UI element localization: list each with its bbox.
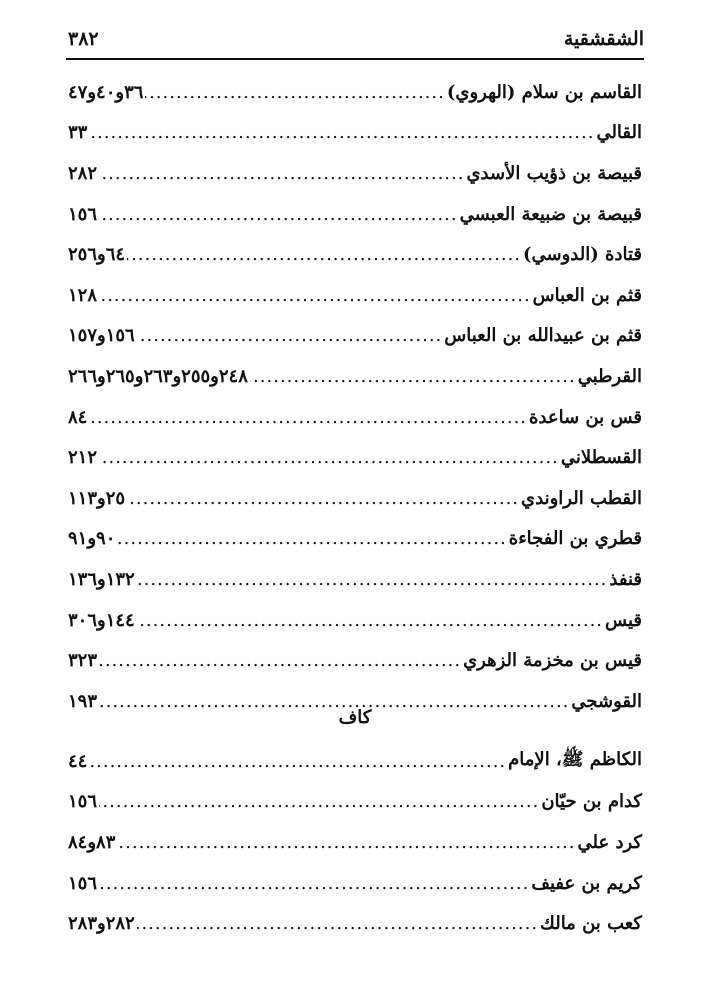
entry-name: القطب الراوندي [521,487,642,509]
dot-leader [99,650,461,671]
dot-leader [99,447,559,468]
entry-name: كدام بن حيّان [541,791,642,813]
dot-leader [89,407,527,428]
index-entry [68,903,642,944]
entry-pages: ٨٣و٨٤ [68,831,116,853]
dot-leader [99,285,531,306]
dot-leader [89,122,594,143]
entry-pages: ١٥٦ [68,203,98,225]
entry-name: قيس [605,609,642,631]
index-list-qaf [68,72,642,722]
index-entry [68,741,642,782]
index-entry [68,519,642,560]
entry-name: كعب بن مالك [540,913,642,935]
entry-pages: ٢٥و١١٣ [68,487,126,509]
entry-pages: ١٣٢و١٣٦ [68,568,135,590]
index-entry [68,153,642,194]
entry-name: قس بن ساعدة [529,406,642,428]
entry-pages: ٣٣ [68,122,88,144]
index-entry [68,234,642,275]
entry-pages: ٣٦و٤٠و٤٧ [68,81,144,103]
dot-leader [99,791,539,812]
entry-pages: ١٥٦ [68,791,98,813]
entry-pages: ١٢٨ [68,284,98,306]
dot-leader [137,325,443,346]
entry-name: قثم بن العباس [532,284,642,306]
entry-name: القاسم بن سلام (الهروي) [446,81,642,103]
entry-pages: ٢٨٢ [68,162,98,184]
entry-pages: ١٩٣ [68,690,98,712]
entry-pages: ١٥٦و١٥٧ [68,325,135,347]
entry-pages: ٤٤ [68,750,88,772]
index-entry [68,559,642,600]
index-entry [68,478,642,519]
dot-leader [137,913,538,934]
entry-name: كريم بن عفيف [531,872,642,894]
entry-name: كرد علي [577,831,642,853]
index-entry [68,397,642,438]
entry-pages: ٨٤ [68,406,88,428]
entry-name: قتادة (الدوسي) [523,244,642,266]
index-entry [68,782,642,823]
dot-leader [99,163,464,184]
entry-pages: ٣٢٣ [68,650,98,672]
entry-pages: ٩٠و٩١ [68,528,116,550]
entry-name: قطري بن الفجاءة [508,528,642,550]
dot-leader [117,832,575,853]
entry-pages: ٢٤٨و٢٥٥و٢٦٣و٢٦٥و٢٦٦ [68,365,248,387]
dot-leader [89,751,506,772]
entry-pages: ٦٤و٢٥٦ [68,244,126,266]
index-entry [68,356,642,397]
entry-name: الكاظم ﷺ، الإمام [508,749,642,771]
index-entry [68,600,642,641]
entry-name: قثم بن عبيدالله بن العباس [444,325,642,347]
entry-pages: ١٥٦ [68,872,98,894]
entry-pages: ٢٨٢و٢٨٣ [68,913,135,935]
index-entry [68,113,642,154]
entry-name: القرطبي [577,365,642,387]
entry-name: القسطلاني [560,447,642,469]
dot-leader [127,488,519,509]
header-rule [66,58,644,60]
dot-leader [99,873,529,894]
dot-leader [250,366,576,387]
entry-pages: ١٤٤و٣٠٦ [68,609,135,631]
dot-leader [145,82,444,103]
entry-name: قنفذ [609,568,642,590]
dot-leader [137,610,603,631]
index-entry [68,72,642,113]
index-entry [68,437,642,478]
page-header [68,22,644,56]
entry-name: قبيصة بن ذؤيب الأسدي [466,162,642,184]
dot-leader [117,528,506,549]
index-entry [68,316,642,357]
index-entry [68,863,642,904]
dot-leader [99,204,458,225]
index-entry [68,822,642,863]
index-entry [68,275,642,316]
running-title: الشقشقية [563,28,644,50]
entry-name: قبيصة بن ضبيعة العبسي [459,203,642,225]
entry-name: قيس بن مخزمة الزهري [463,650,642,672]
index-entry [68,194,642,235]
dot-leader [137,569,608,590]
entry-name: القالي [596,122,642,144]
index-entry [68,640,642,681]
index-list-kaf [68,741,642,944]
section-heading-kaf: كاف [338,707,372,728]
page-number: ٣٨٢ [68,28,99,50]
entry-pages: ٢١٢ [68,447,98,469]
entry-name: القوشجي [571,690,642,712]
dot-leader [127,244,521,265]
